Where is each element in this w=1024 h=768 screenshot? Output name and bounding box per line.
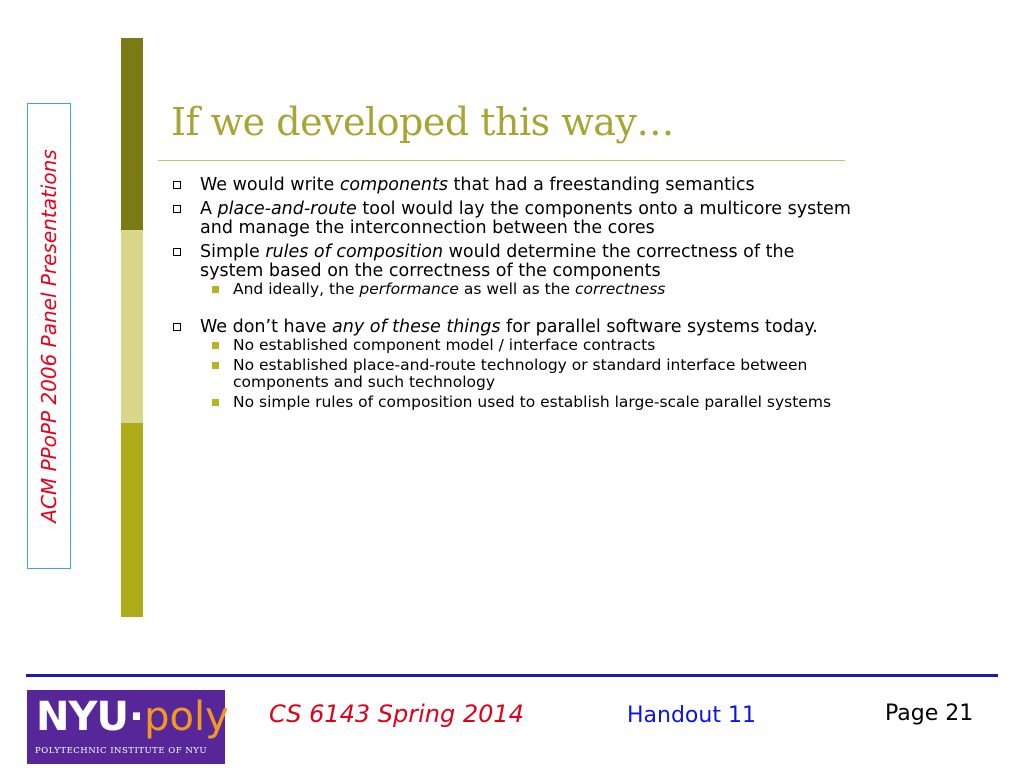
sub-bullet-text bbox=[233, 393, 831, 411]
text-run: No simple rules of composition used to establish large-scale parallel systems bbox=[233, 393, 832, 411]
bullet-item bbox=[171, 243, 851, 298]
text-run: for parallel software systems today. bbox=[500, 317, 818, 337]
square-bullet-icon bbox=[173, 323, 181, 331]
text-run: would determine the correctness of the system based on the correctness of the components bbox=[200, 242, 795, 281]
sub-bullet-item bbox=[200, 357, 851, 391]
bullet-item bbox=[171, 318, 851, 411]
bullet-text bbox=[200, 242, 794, 281]
logo-wordmark bbox=[36, 694, 229, 740]
text-run: We would write bbox=[200, 175, 340, 195]
logo-subtitle: POLYTECHNIC INSTITUTE OF NYU bbox=[35, 746, 208, 756]
text-run: We don’t have bbox=[200, 317, 333, 337]
logo-poly: poly bbox=[144, 694, 229, 740]
accent-bar-light bbox=[121, 230, 143, 423]
text-run: that had a freestanding semantics bbox=[447, 175, 755, 195]
handout-label: Handout 11 bbox=[627, 703, 756, 728]
logo-nyu: NYU bbox=[36, 694, 128, 740]
sub-bullet-item bbox=[200, 337, 851, 354]
filled-square-bullet-icon bbox=[212, 342, 219, 349]
bullet-text bbox=[200, 199, 851, 238]
filled-square-bullet-icon bbox=[212, 362, 219, 369]
square-bullet-icon bbox=[173, 248, 181, 256]
text-run: as well as the bbox=[458, 280, 575, 298]
bullet-text bbox=[200, 175, 755, 195]
sub-bullet-item bbox=[200, 394, 851, 411]
accent-bar-dark bbox=[121, 38, 143, 230]
text-run: performance bbox=[359, 280, 459, 298]
slide-content bbox=[171, 176, 851, 416]
side-label-box bbox=[27, 103, 71, 569]
filled-square-bullet-icon bbox=[212, 286, 219, 293]
sub-bullet-item bbox=[200, 281, 851, 298]
title-divider bbox=[158, 160, 845, 161]
text-run: correctness bbox=[574, 280, 666, 298]
page-number: Page 21 bbox=[885, 701, 974, 726]
text-run: components bbox=[339, 175, 448, 195]
text-run: No established place-and-route technology or standard interface between components and such technology bbox=[233, 356, 808, 391]
sub-bullet-list bbox=[200, 281, 851, 298]
sub-bullet-text bbox=[233, 356, 807, 391]
nyu-poly-logo bbox=[27, 690, 229, 764]
logo-dot: · bbox=[128, 694, 144, 740]
text-run: place-and-route bbox=[217, 199, 357, 219]
accent-bar-mid bbox=[121, 423, 143, 617]
square-bullet-icon bbox=[173, 181, 181, 189]
sub-bullet-list bbox=[200, 337, 851, 411]
slide-title: If we developed this way… bbox=[171, 100, 674, 144]
filled-square-bullet-icon bbox=[212, 399, 219, 406]
text-run: A bbox=[200, 199, 218, 219]
text-run: Simple bbox=[200, 242, 266, 262]
sub-bullet-text bbox=[233, 336, 655, 354]
square-bullet-icon bbox=[173, 205, 181, 213]
text-run: And ideally, the bbox=[233, 280, 360, 298]
text-run: tool would lay the components onto a multicore system and manage the interconnection between the cores bbox=[200, 199, 851, 238]
course-label: CS 6143 Spring 2014 bbox=[269, 700, 524, 728]
text-run: any of these things bbox=[332, 317, 501, 337]
text-run: No established component model / interface contracts bbox=[233, 336, 656, 354]
footer-divider bbox=[26, 674, 998, 677]
bullet-list bbox=[171, 176, 851, 411]
side-label: ACM PPoPP 2006 Panel Presentations bbox=[37, 149, 61, 523]
bullet-item bbox=[171, 200, 851, 238]
text-run: rules of composition bbox=[265, 242, 444, 262]
bullet-item bbox=[171, 176, 851, 195]
bullet-text bbox=[200, 317, 818, 337]
sub-bullet-text bbox=[233, 280, 665, 298]
